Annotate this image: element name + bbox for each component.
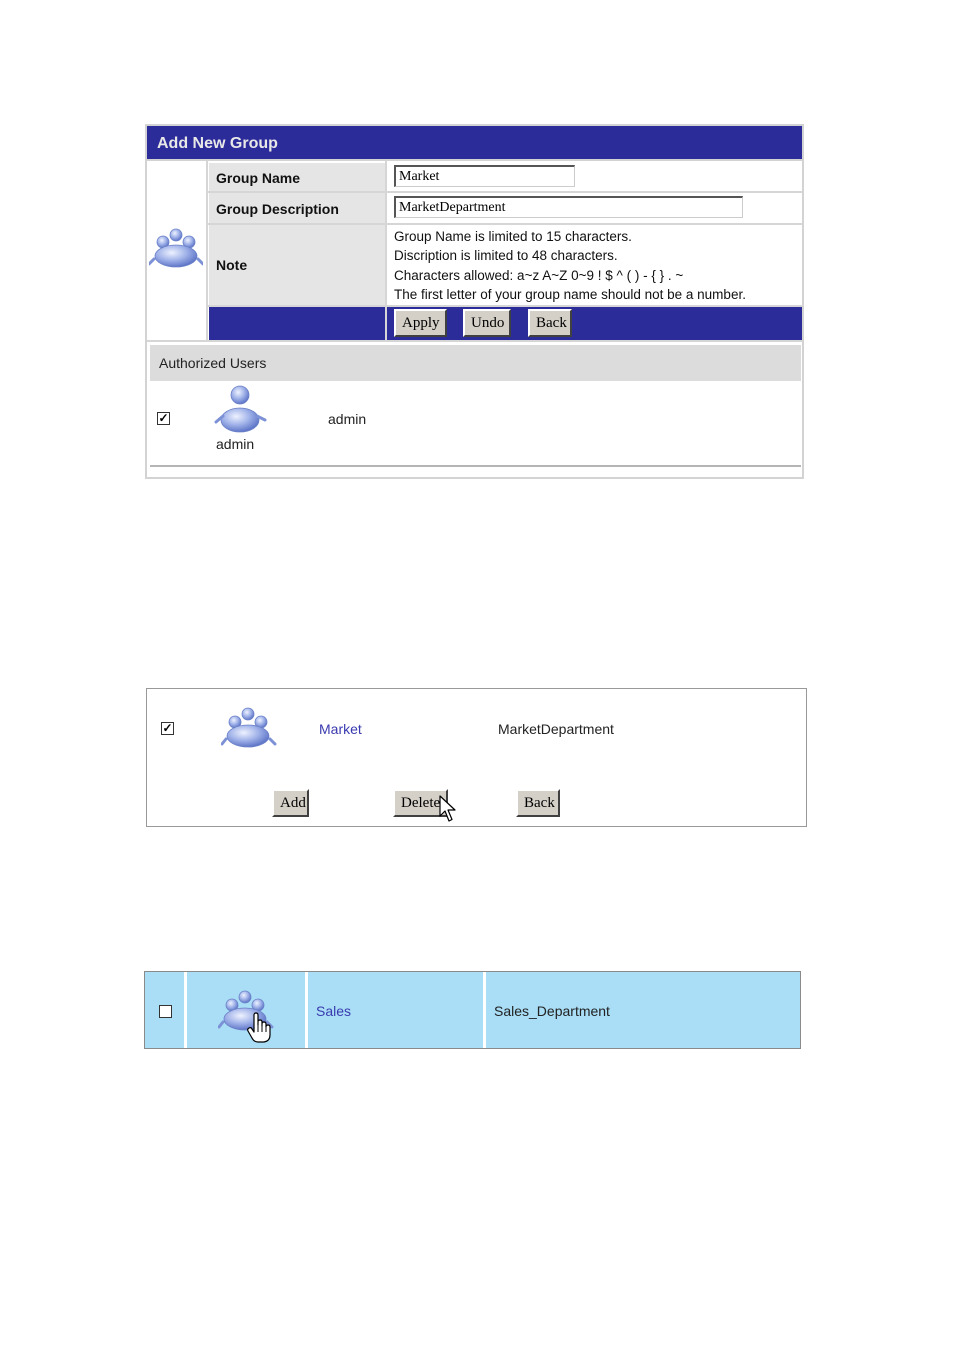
group-icon (149, 222, 203, 276)
add-button[interactable]: Add (272, 789, 309, 817)
note-line: Group Name is limited to 15 characters. (394, 229, 632, 244)
group-description: MarketDepartment (498, 721, 614, 737)
group-icon (221, 705, 277, 753)
user-checkbox[interactable]: ✓ (158, 411, 169, 425)
add-new-group-panel (145, 124, 804, 479)
group-description-input[interactable] (394, 196, 743, 218)
hand-pointer-icon (246, 1012, 272, 1044)
highlighted-group-row[interactable] (144, 971, 801, 1049)
group-name-link[interactable]: Sales (316, 1003, 352, 1019)
group-name-link[interactable]: Market (319, 721, 362, 737)
mouse-pointer-icon (439, 795, 457, 823)
group-list-panel (146, 688, 807, 827)
note-line: Characters allowed: a~z A~Z 0~9 ! $ ^ ( ) - { } . ~ (394, 268, 684, 283)
undo-button[interactable]: Undo (463, 309, 511, 337)
back-button[interactable]: Back (516, 789, 560, 817)
user-icon-caption: admin (216, 436, 255, 452)
group-description: Sales_Department (494, 1003, 610, 1019)
apply-button[interactable]: Apply (394, 309, 447, 337)
group-row-checkbox[interactable] (159, 1005, 172, 1018)
user-icon (213, 384, 269, 434)
button-bar (387, 307, 802, 340)
authorized-users-header: Authorized Users (150, 345, 801, 381)
delete-button[interactable]: Delete (393, 789, 448, 817)
user-name: admin (328, 411, 367, 427)
note-line: The first letter of your group name should not be a number. (394, 287, 746, 302)
button-bar-spacer (209, 307, 385, 340)
group-row-checkbox[interactable]: ✓ (162, 721, 173, 735)
note-label: Note (209, 225, 385, 305)
back-button[interactable]: Back (528, 309, 572, 337)
group-name-input[interactable] (394, 165, 575, 187)
divider (150, 465, 801, 467)
note-line: Discription is limited to 48 characters. (394, 248, 618, 263)
group-description-label: Group Description (209, 193, 385, 223)
panel-title: Add New Group (147, 126, 802, 161)
group-name-label: Group Name (209, 163, 385, 191)
